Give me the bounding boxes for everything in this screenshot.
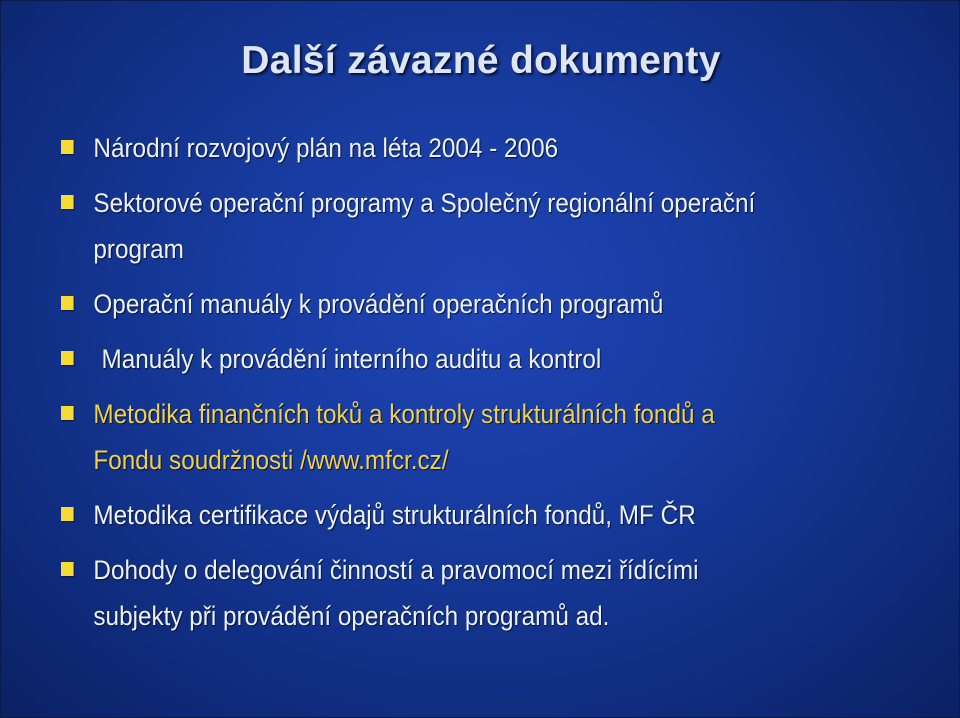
bullet-item-metodika-certifikace <box>61 492 939 538</box>
square-bullet-icon <box>61 296 74 310</box>
square-bullet-icon <box>61 140 74 154</box>
bullet-text-continued: subjekty při provádění operačních programů ad. <box>93 601 610 631</box>
bullet-item-manualy-auditu <box>61 336 939 382</box>
bullet-text: Operační manuály k provádění operačních programů <box>93 289 664 319</box>
bullet-text-continued-link: Fondu soudržnosti /www.mfcr.cz/ <box>93 445 449 475</box>
bullet-item-metodika-toku <box>61 391 939 483</box>
bullet-list <box>61 125 921 648</box>
bullet-item-operacni-manualy <box>61 281 939 327</box>
bullet-text: Sektorové operační programy a Společný regionální operační <box>93 188 756 218</box>
bullet-item-narodni-plan <box>61 125 939 171</box>
square-bullet-icon <box>61 562 74 576</box>
bullet-text: Metodika certifikace výdajů strukturálních fondů, MF ČR <box>93 500 696 530</box>
square-bullet-icon <box>61 406 74 420</box>
square-bullet-icon <box>61 351 74 365</box>
slide-title: Další závazné dokumenty <box>241 39 721 82</box>
bullet-item-dohody-delegovani <box>61 547 939 639</box>
bullet-item-sektorove-programy <box>61 180 939 272</box>
bullet-text: Manuály k provádění interního auditu a kontrol <box>101 344 602 374</box>
bullet-text: Metodika finančních toků a kontroly strukturálních fondů a <box>93 399 715 429</box>
bullet-text-continued: program <box>93 234 184 264</box>
square-bullet-icon <box>61 195 74 209</box>
bullet-text: Dohody o delegování činností a pravomocí mezi řídícími <box>93 555 699 585</box>
square-bullet-icon <box>61 507 74 521</box>
bullet-text: Národní rozvojový plán na léta 2004 - 2006 <box>93 133 559 163</box>
